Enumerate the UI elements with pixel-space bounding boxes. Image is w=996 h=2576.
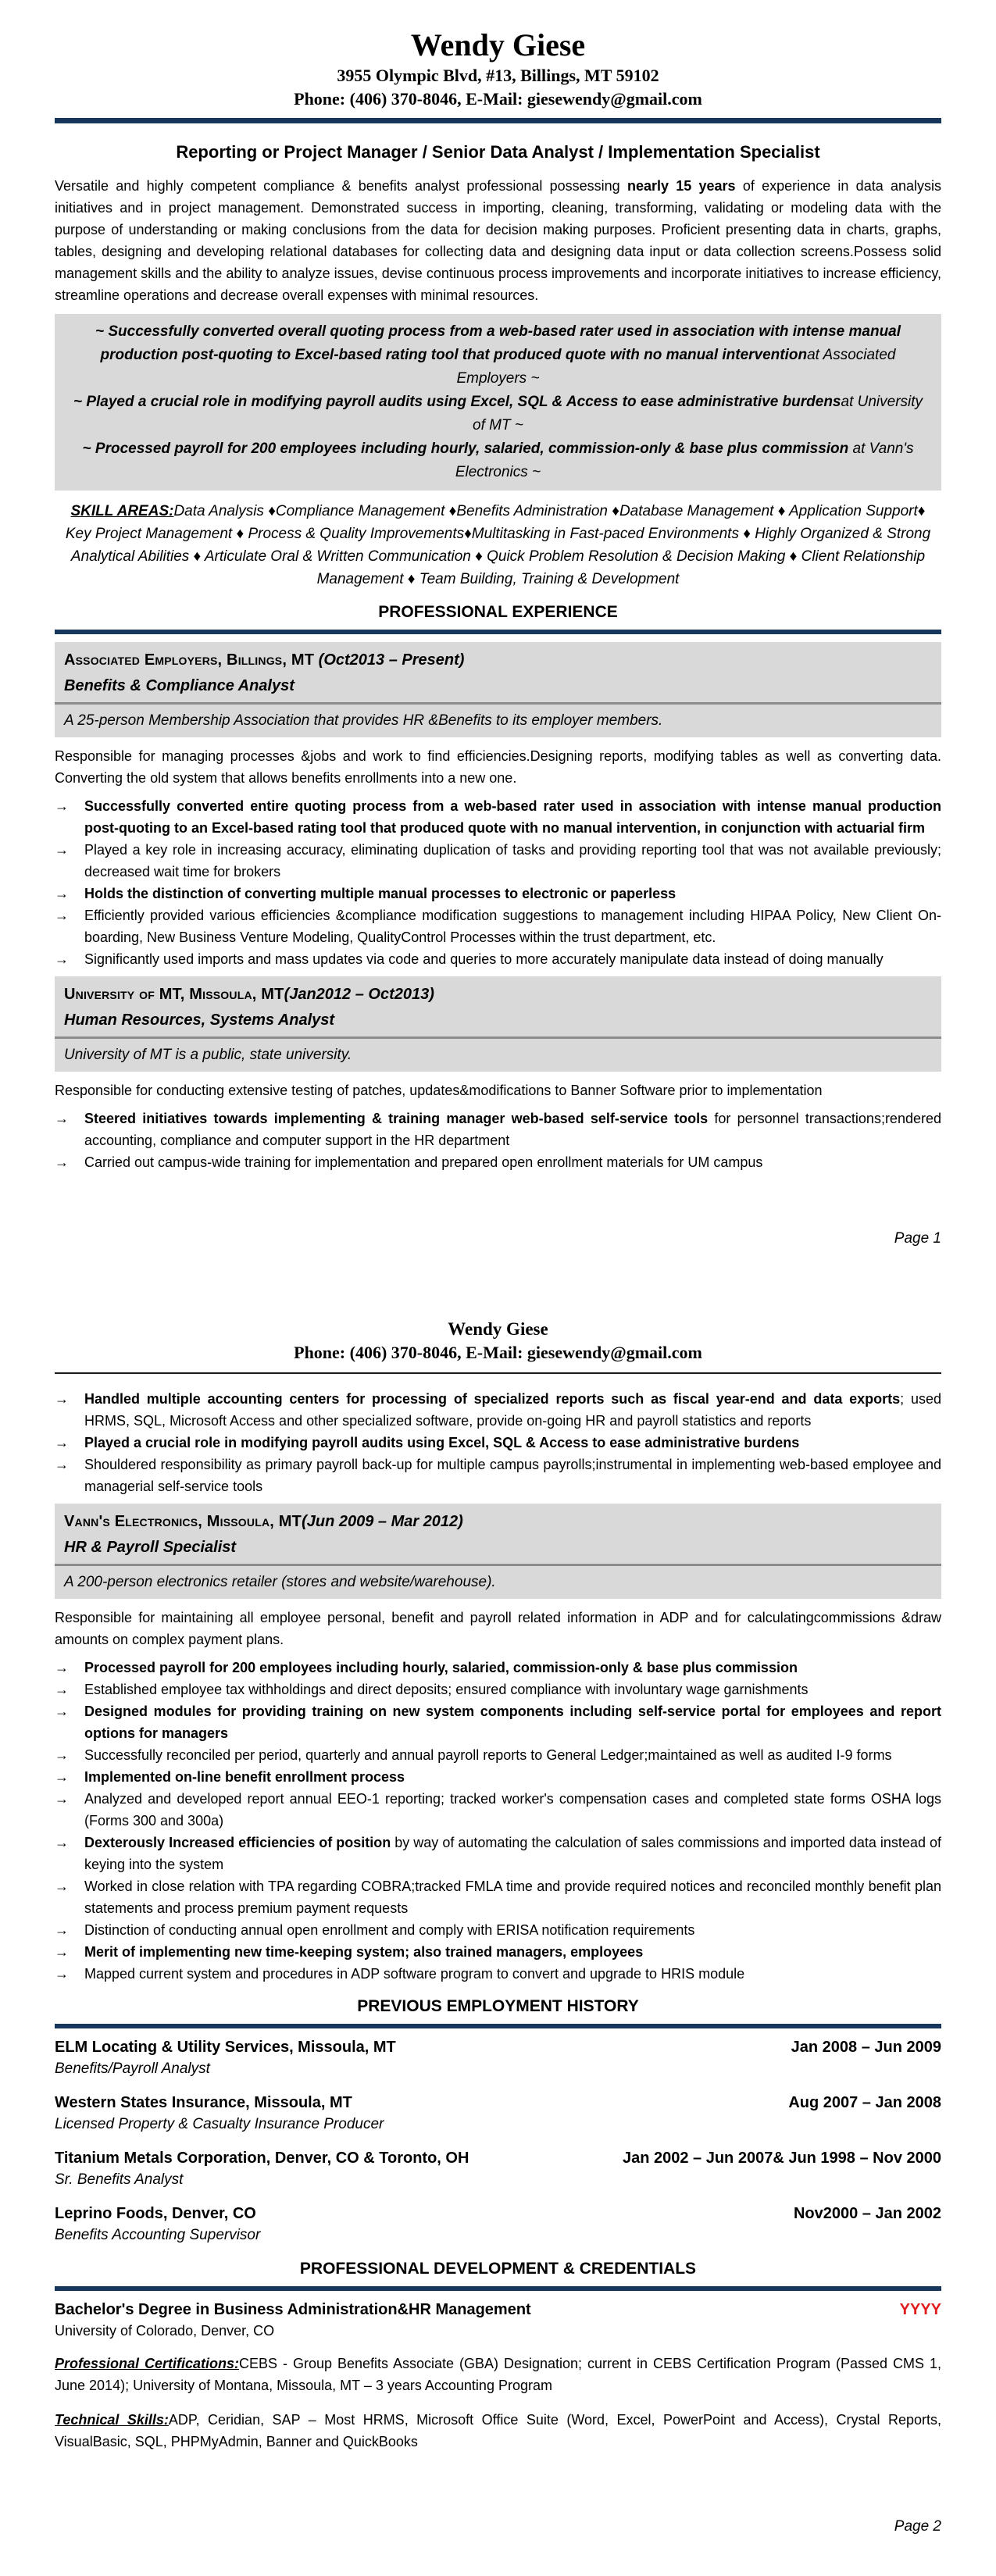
previous-dates: Jan 2002 – Jun 2007& Jun 1998 – Nov 2000 <box>622 2150 941 2167</box>
highlight-line: ~ Processed payroll for 200 employees including hourly, salaried, commission-only & base plus commission at Vann's Electronics ~ <box>82 441 914 480</box>
technical-skills-text: ADP, Ceridian, SAP – Most HRMS, Microsoft Office Suite (Word, Excel, PowerPoint and Access), Crystal Reports, VisualBasic, SQL, PHPMyAdmin, Banner and QuickBooks <box>55 2412 942 2449</box>
arrow-bullet-icon: → <box>55 1791 69 1807</box>
degree-school: University of Colorado, Denver, CO <box>55 2323 275 2339</box>
job-title: HR & Payroll Specialist <box>64 1539 237 1556</box>
bullet-item: → Played a key role in increasing accuracy, eliminating duplication of tasks and providing reporting tool that was not available previously; decreased wait time for brokers <box>55 839 941 883</box>
skill-areas <box>62 500 934 590</box>
bullet-item: → Implemented on-line benefit enrollment process <box>55 1766 941 1788</box>
degree-name: Bachelor's Degree in Business Administration&HR Management <box>55 2301 531 2318</box>
summary-bold-text: nearly 15 years <box>627 178 736 194</box>
previous-dates: Aug 2007 – Jan 2008 <box>788 2094 941 2111</box>
job-intro: Responsible for conducting extensive testing of patches, updates&modifications to Banner Software prior to implementation <box>55 1083 823 1098</box>
job-company: Associated Employers, Billings, MT <box>64 651 315 669</box>
bullet-item: → Holds the distinction of converting multiple manual processes to electronic or paperless <box>55 883 941 904</box>
bullet-item: → Merit of implementing new time-keeping system; also trained managers, employees <box>55 1941 941 1963</box>
bullet-item: → Carried out campus-wide training for implementation and prepared open enrollment materials for UM campus <box>55 1151 941 1173</box>
candidate-name: Wendy Giese <box>410 27 586 62</box>
previous-dates: Nov2000 – Jan 2002 <box>793 2205 941 2222</box>
page-1-footer: Page 1 <box>894 1230 941 1247</box>
bullet-item: → Significantly used imports and mass updates via code and queries to more accurately manipulate data instead of doing manually <box>55 948 941 970</box>
job-header-block <box>55 1504 941 1599</box>
job-company-line <box>64 648 932 673</box>
technical-skills-label: Technical Skills: <box>55 2412 169 2428</box>
certifications-paragraph <box>55 2353 941 2396</box>
arrow-bullet-icon: → <box>55 1704 69 1719</box>
job-company: Vann's Electronics, Missoula, MT <box>64 1513 302 1530</box>
bullet-item: → Analyzed and developed report annual EEO-1 reporting; tracked worker's compensation cases and completed state forms OSHA logs (Forms 300 and 300a) <box>55 1788 941 1832</box>
bullet-item: → Played a crucial role in modifying payroll audits using Excel, SQL & Access to ease administrative burdens <box>55 1432 941 1454</box>
job-bullet-list-continued <box>55 1388 941 1497</box>
bullet-item: → Designed modules for providing training on new system components including self-service portal for employees and report options for managers <box>55 1700 941 1744</box>
job-bullet-list <box>55 795 941 970</box>
highlight-line: ~ Played a crucial role in modifying payroll audits using Excel, SQL & Access to ease administrative burdensat University of MT ~ <box>73 394 923 433</box>
skill-areas-list: Data Analysis ♦Compliance Management ♦Benefits Administration ♦Database Management ♦ Application Support♦ Key Project Management ♦ Process & Quality Improvements♦Multitasking in Fast-paced Environments ♦ Highly Organized & Strong Analytical Abilities ♦ Articulate Oral & Written Communication ♦ Quick Problem Resolution & Decision Making ♦ Client Relationship Management ♦ Team Building, Training & Development <box>65 503 931 587</box>
previous-title: Benefits/Payroll Analyst <box>55 2060 210 2077</box>
summary-text: of experience in data analysis initiatives and in project management. Demonstrated success in importing, cleaning, transforming, validating or modeling data with the purpose of understanding or making conclusions from the data for decision making purposes. Proficient presenting data in charts, graphs, tables, designing and developing relational databases for collecting data and designing data input or data collection screens.Possess solid management skills and the ability to analyze issues, devise continuous process improvements and incorporate initiatives to increase efficiency, streamline operations and decrease overall expenses with minimal resources. <box>55 178 941 303</box>
bullet-item: → Successfully reconciled per period, quarterly and annual payroll reports to General Ledger;maintained as well as audited I-9 forms <box>55 1744 941 1766</box>
section-rule <box>55 2024 941 2028</box>
bullet-item: → Worked in close relation with TPA regarding COBRA;tracked FMLA time and provide required notices and reconciled monthly benefit plan statements and process premium payment requests <box>55 1875 941 1919</box>
technical-skills-paragraph <box>55 2409 941 2453</box>
arrow-bullet-icon: → <box>55 886 69 901</box>
previous-job-row <box>55 2203 941 2246</box>
skill-areas-label: SKILL AREAS: <box>70 503 174 519</box>
arrow-bullet-icon: → <box>55 1457 69 1472</box>
arrow-bullet-icon: → <box>55 1769 69 1785</box>
bullet-item: → Processed payroll for 200 employees including hourly, salaried, commission-only & base plus commission <box>55 1657 941 1679</box>
job-section-university-of-mt <box>55 976 941 1173</box>
address-line: 3955 Olympic Blvd, #13, Billings, MT 59102 <box>337 66 659 85</box>
bullet-item: → Successfully converted entire quoting process from a web-based rater used in association with intense manual production post-quoting to an Excel-based rating tool that produced quote with no manual intervention, in conjunction with actuarial firm <box>55 795 941 839</box>
job-header-block <box>55 976 941 1072</box>
job-company-line <box>64 1509 932 1535</box>
job-section-vanns-electronics <box>55 1504 941 1985</box>
arrow-bullet-icon: → <box>55 1966 69 1982</box>
arrow-bullet-icon: → <box>55 1682 69 1697</box>
arrow-bullet-icon: → <box>55 951 69 967</box>
previous-title: Benefits Accounting Supervisor <box>55 2227 261 2243</box>
previous-job-row <box>55 2036 941 2079</box>
page2-header-rule <box>55 1372 941 1374</box>
job-company-line <box>64 982 932 1008</box>
arrow-bullet-icon: → <box>55 1835 69 1850</box>
resume-page-2 <box>0 1288 996 2576</box>
candidate-name: Wendy Giese <box>448 1319 548 1339</box>
previous-job-row <box>55 2092 941 2135</box>
section-heading-experience: PROFESSIONAL EXPERIENCE <box>378 603 618 621</box>
bullet-item: → Mapped current system and procedures in ADP software program to convert and upgrade to HRIS module <box>55 1963 941 1985</box>
degree-year: YYYY <box>899 2301 941 2318</box>
page-2-footer: Page 2 <box>894 2518 941 2535</box>
job-company: University of MT, Missoula, MT <box>64 986 284 1003</box>
bullet-item: → Efficiently provided various efficiencies &compliance modification suggestions to management including HIPAA Policy, New Client On-boarding, New Business Venture Modeling, QualityControl Processes within the trust department, etc. <box>55 904 941 948</box>
section-heading-credentials: PROFESSIONAL DEVELOPMENT & CREDENTIALS <box>299 2260 697 2278</box>
contact-line: Phone: (406) 370-8046, E-Mail: giesewendy@gmail.com <box>294 89 702 109</box>
previous-company: Titanium Metals Corporation, Denver, CO & Toronto, OH <box>55 2150 469 2167</box>
job-dates: (Oct2013 – Present) <box>314 651 465 669</box>
previous-company: ELM Locating & Utility Services, Missoula, MT <box>55 2039 396 2056</box>
arrow-bullet-icon: → <box>55 1922 69 1938</box>
section-rule <box>55 630 941 634</box>
previous-title: Sr. Benefits Analyst <box>55 2171 184 2188</box>
company-description: A 200-person electronics retailer (stores and website/warehouse). <box>64 1574 496 1590</box>
job-bullet-list <box>55 1108 941 1173</box>
job-intro: Responsible for managing processes &jobs and work to find efficiencies.Designing reports, modifying tables as well as converting data. Converting the old system that allows benefits enrollments into a new one. <box>55 748 941 786</box>
previous-company: Leprino Foods, Denver, CO <box>55 2205 256 2222</box>
arrow-bullet-icon: → <box>55 1435 69 1450</box>
degree-row <box>55 2299 941 2321</box>
previous-job-row <box>55 2147 941 2190</box>
bullet-item: → Steered initiatives towards implementing & training manager web-based self-service tools for personnel transactions;rendered accounting, compliance and computer support in the HR department <box>55 1108 941 1151</box>
job-section-associated-employers <box>55 642 941 970</box>
highlight-line: ~ Successfully converted overall quoting process from a web-based rater used in association with intense manual production post-quoting to Excel-based rating tool that produced quote with no manual interventionat Associated Employers ~ <box>95 323 901 387</box>
bullet-item: → Shouldered responsibility as primary payroll back-up for multiple campus payrolls;instrumental in implementing web-based employee and managerial self-service tools <box>55 1454 941 1497</box>
arrow-bullet-icon: → <box>55 842 69 858</box>
job-header-block <box>55 642 941 737</box>
previous-dates: Jan 2008 – Jun 2009 <box>791 2039 941 2056</box>
arrow-bullet-icon: → <box>55 1878 69 1894</box>
summary-text: Versatile and highly competent compliance & benefits analyst professional possessing <box>55 178 627 194</box>
certifications-text: CEBS - Group Benefits Associate (GBA) Designation; current in CEBS Certification Program (Passed CMS 1, June 2014); University of Montana, Missoula, MT – 3 years Accounting Program <box>55 2356 941 2393</box>
bullet-item: → Distinction of conducting annual open enrollment and comply with ERISA notification requirements <box>55 1919 941 1941</box>
bullet-item: → Dexterously Increased efficiencies of position by way of automating the calculation of sales commissions and imported data instead of keying into the system <box>55 1832 941 1875</box>
header-rule <box>55 118 941 123</box>
previous-company: Western States Insurance, Missoula, MT <box>55 2094 352 2111</box>
arrow-bullet-icon: → <box>55 1391 69 1407</box>
job-intro: Responsible for maintaining all employee personal, benefit and payroll related information in ADP and for calculatingcommissions &draw amounts on complex payment plans. <box>55 1610 941 1647</box>
arrow-bullet-icon: → <box>55 1944 69 1960</box>
job-bullet-list <box>55 1657 941 1985</box>
section-rule <box>55 2286 941 2291</box>
company-description: A 25-person Membership Association that provides HR &Benefits to its employer members. <box>64 712 663 729</box>
contact-line: Phone: (406) 370-8046, E-Mail: giesewendy@gmail.com <box>294 1343 702 1362</box>
company-description: University of MT is a public, state university. <box>64 1047 352 1063</box>
previous-title: Licensed Property & Casualty Insurance Producer <box>55 2116 384 2132</box>
arrow-bullet-icon: → <box>55 1154 69 1170</box>
arrow-bullet-icon: → <box>55 908 69 923</box>
section-heading-previous-employment: PREVIOUS EMPLOYMENT HISTORY <box>357 1997 639 2015</box>
arrow-bullet-icon: → <box>55 798 69 814</box>
bullet-item: → Handled multiple accounting centers for processing of specialized reports such as fiscal year-end and data exports; used HRMS, SQL, Microsoft Access and other specialized software, provide on-going HR and payroll statistics and reports <box>55 1388 941 1432</box>
highlights-box <box>55 314 941 491</box>
arrow-bullet-icon: → <box>55 1111 69 1126</box>
job-title: Human Resources, Systems Analyst <box>64 1011 335 1029</box>
summary-paragraph <box>55 175 941 306</box>
job-title: Benefits & Compliance Analyst <box>64 677 295 694</box>
arrow-bullet-icon: → <box>55 1747 69 1763</box>
job-dates: (Jan2012 – Oct2013) <box>284 986 434 1003</box>
job-dates: (Jun 2009 – Mar 2012) <box>302 1513 463 1530</box>
headline: Reporting or Project Manager / Senior Data Analyst / Implementation Specialist <box>176 142 820 162</box>
certifications-label: Professional Certifications: <box>55 2356 240 2371</box>
bullet-item: → Established employee tax withholdings and direct deposits; ensured compliance with involuntary wage garnishments <box>55 1679 941 1700</box>
arrow-bullet-icon: → <box>55 1660 69 1675</box>
